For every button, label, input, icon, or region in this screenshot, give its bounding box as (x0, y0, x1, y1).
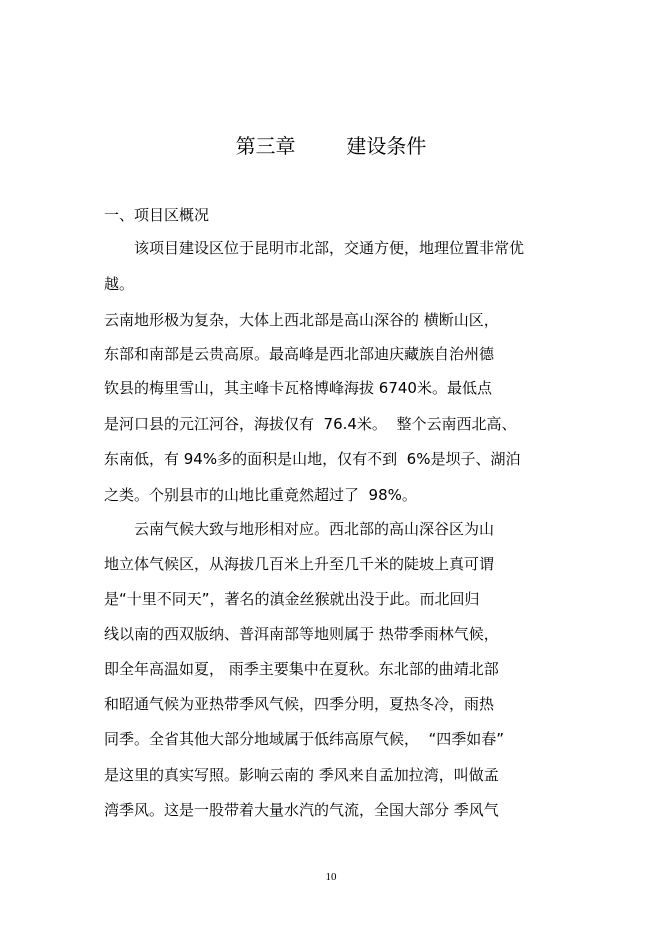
paragraph-line: 是这里的真实写照。影响云南的 季风来自孟加拉湾，叫做孟 (104, 766, 499, 784)
paragraph-line: 是“十里不同天”，著名的滇金丝猴就出没于此。而北回归 (104, 590, 480, 608)
paragraph-line: 湾季风。这是一股带着大量水汽的气流，全国大部分 季风气 (104, 801, 499, 819)
paragraph-line: 该项目建设区位于昆明市北部，交通方便，地理位置非常优 (134, 239, 525, 257)
paragraph-line: 同季。全省其他大部分地域属于低纬高原气候， “四季如春” (104, 730, 505, 748)
paragraph-line: 是河口县的元江河谷，海拔仅有 76.4米。 整个云南西北高、 (104, 415, 517, 433)
paragraph-line: 云南地形极为复杂，大体上西北部是高山深谷的 横断山区， (104, 311, 499, 329)
paragraph-line: 线以南的西双版纳、普洱南部等地则属于 热带季雨林气候， (104, 625, 499, 643)
paragraph-line: 钦县的梅里雪山，其主峰卡瓦格博峰海拔 6740米。最低点 (104, 379, 492, 397)
paragraph-line: 云南气候大致与地形相对应。西北部的高山深谷区为山 (134, 520, 495, 538)
page-number: 10 (325, 871, 337, 883)
paragraph-line: 地立体气候区，从海拔几百米上升至几千米的陡坡上真可谓 (104, 555, 495, 573)
chapter-title: 第三章 建设条件 (235, 134, 427, 158)
paragraph-line: 即全年高温如夏， 雨季主要集中在夏秋。东北部的曲靖北部 (104, 660, 499, 678)
paragraph-line: 东南低，有 94%多的面积是山地，仅有不到 6%是坝子、湖泊 (104, 450, 521, 468)
paragraph-line: 之类。个别县市的山地比重竟然超过了 98%。 (104, 486, 417, 504)
paragraph-line: 东部和南部是云贵高原。最高峰是西北部迪庆藏族自治州德 (104, 345, 495, 363)
paragraph-line: 和昭通气候为亚热带季风气候，四季分明，夏热冬冷，雨热 (104, 695, 495, 713)
section-heading: 一、项目区概况 (104, 206, 210, 224)
paragraph-line: 越。 (104, 275, 135, 293)
